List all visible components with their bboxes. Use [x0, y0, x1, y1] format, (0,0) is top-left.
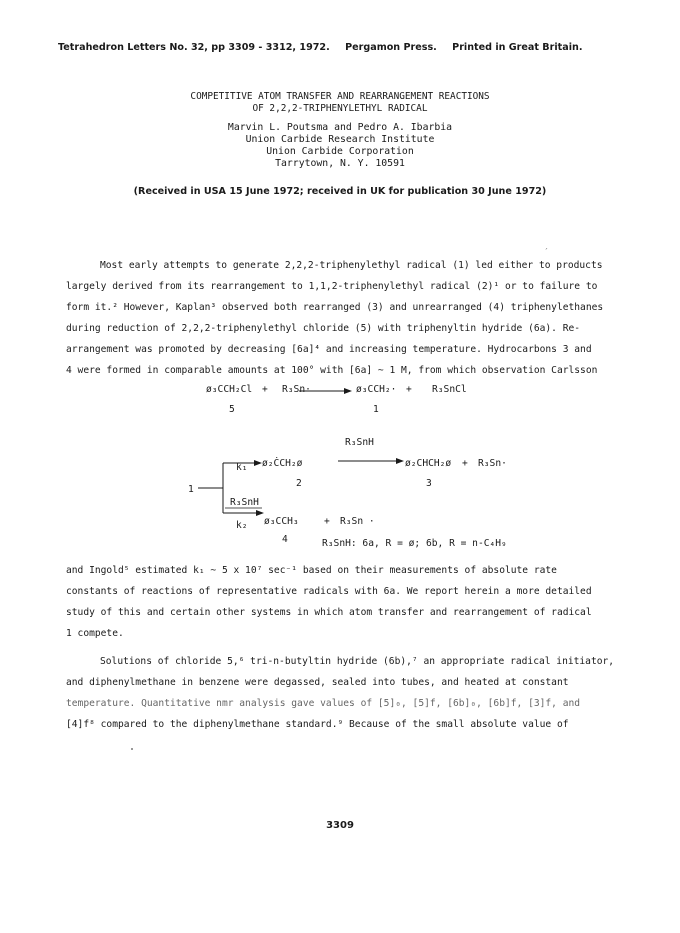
- affiliation-address: Tarrytown, N. Y. 10591: [275, 158, 405, 169]
- paragraph-2-line: and Ingold⁵ estimated k₁ ~ 5 x 10⁷ sec⁻¹ based on their measurements of absolute rate: [66, 565, 557, 576]
- journal-citation: Tetrahedron Letters No. 32, pp 3309 - 3312, 1972.: [58, 42, 330, 53]
- arrowhead: [256, 510, 264, 516]
- paragraph-3-line: temperature. Quantitative nmr analysis gave values of [5]₀, [5]f, [6b]₀, [6b]f, [3]f, and: [66, 698, 581, 709]
- paragraph-1-line: during reduction of 2,2,2-triphenylethyl chloride (5) with triphenyltin hydride (6a). Re-: [66, 323, 581, 334]
- scheme-label-5: 5: [229, 404, 235, 415]
- affiliation-corporation: Union Carbide Corporation: [266, 146, 414, 157]
- scheme-label-3: 3: [426, 478, 432, 489]
- paragraph-3: [66, 651, 640, 735]
- paragraph-3-line: [4]f⁸ compared to the diphenylmethane standard.⁹ Because of the small absolute value of: [66, 719, 569, 730]
- paragraph-1: [66, 255, 640, 381]
- scheme-hydride-reagent-top: R₃SnH: [345, 437, 374, 448]
- paragraph-2: [66, 560, 640, 644]
- scheme-rate-k2: k₂: [236, 520, 248, 531]
- paragraph-1-line: form it.² However, Kaplan³ observed both rearranged (3) and unrearranged (4) triphenylethanes: [66, 302, 604, 313]
- running-header: [58, 42, 640, 53]
- scheme-plus: +: [406, 384, 412, 395]
- page-number: 3309: [326, 820, 354, 831]
- scheme-label-4: 4: [282, 534, 288, 545]
- paper-title-line-2: OF 2,2,2-TRIPHENYLETHYL RADICAL: [252, 103, 428, 114]
- paper-title-line-1: COMPETITIVE ATOM TRANSFER AND REARRANGEMENT REACTIONS: [190, 91, 490, 102]
- scheme-plus: +: [462, 458, 468, 469]
- scheme-tin-radical: R₃Sn·: [282, 384, 311, 395]
- author-names: Marvin L. Poutsma and Pedro A. Ibarbia: [227, 122, 453, 133]
- scheme-product-3: ø₂CHCH₂ø: [405, 458, 452, 469]
- scheme-plus: +: [262, 384, 268, 395]
- scan-dot: [131, 748, 133, 750]
- scheme-product-4: ø₃CCH₃: [264, 516, 299, 527]
- affiliation-institute: Union Carbide Research Institute: [245, 134, 435, 145]
- scheme-tin-chloride: R₃SnCl: [432, 384, 467, 395]
- arrowhead: [254, 460, 262, 466]
- paragraph-1-line: 4 were formed in comparable amounts at 100° with [6a] ~ 1 M, from which observation Carlsson: [66, 365, 598, 376]
- paragraph-3-line: and diphenylmethane in benzene were degassed, sealed into tubes, and heated at constant: [66, 677, 569, 688]
- paragraph-1-line: arrangement was promoted by decreasing [6a]⁴ and increasing temperature. Hydrocarbons 3 and: [66, 344, 592, 355]
- printed-location: Printed in Great Britain.: [452, 42, 583, 53]
- scheme-rearranged-radical: ø₂ĊCH₂ø: [262, 458, 303, 469]
- scheme-label-1: 1: [373, 404, 379, 415]
- paragraph-2-line: constants of reactions of representative radicals with 6a. We report herein a more detailed: [66, 586, 592, 597]
- paragraph-1-line: largely derived from its rearrangement to 1,1,2-triphenylethyl radical (2)¹ or to failure to: [66, 281, 598, 292]
- scheme-tin-radical: R₃Sn ·: [340, 516, 375, 527]
- scheme-reactant-chloride: ø₃CCH₂Cl: [206, 384, 253, 395]
- paragraph-2-line: 1 compete.: [66, 628, 124, 639]
- scheme-reagent-legend: R₃SnH: 6a, R = ø; 6b, R = n-C₄H₉: [322, 538, 507, 549]
- scheme-tin-radical: R₃Sn·: [478, 458, 507, 469]
- paragraph-2-line: study of this and certain other systems in which atom transfer and rearrangement of radical: [66, 607, 592, 618]
- arrowhead: [396, 458, 404, 464]
- arrowhead: [344, 388, 352, 394]
- scan-speck: ˏ: [544, 240, 549, 249]
- publisher: Pergamon Press.: [345, 42, 437, 53]
- scheme-hydride-reagent-bottom: R₃SnH: [230, 497, 259, 508]
- paragraph-1-line: Most early attempts to generate 2,2,2-triphenylethyl radical (1) led either to products: [100, 260, 603, 271]
- scheme-branch-label-1: 1: [188, 484, 194, 495]
- scheme-label-2: 2: [296, 478, 302, 489]
- paragraph-3-line: Solutions of chloride 5,⁶ tri-n-butyltin hydride (6b),⁷ an appropriate radical initiator,: [100, 656, 615, 667]
- received-dates: (Received in USA 15 June 1972; received in UK for publication 30 June 1972): [133, 186, 547, 197]
- scheme-radical-1: ø₃CCH₂·: [356, 384, 397, 395]
- scheme-rate-k1: k₁: [236, 462, 248, 473]
- scheme-plus: +: [324, 516, 330, 527]
